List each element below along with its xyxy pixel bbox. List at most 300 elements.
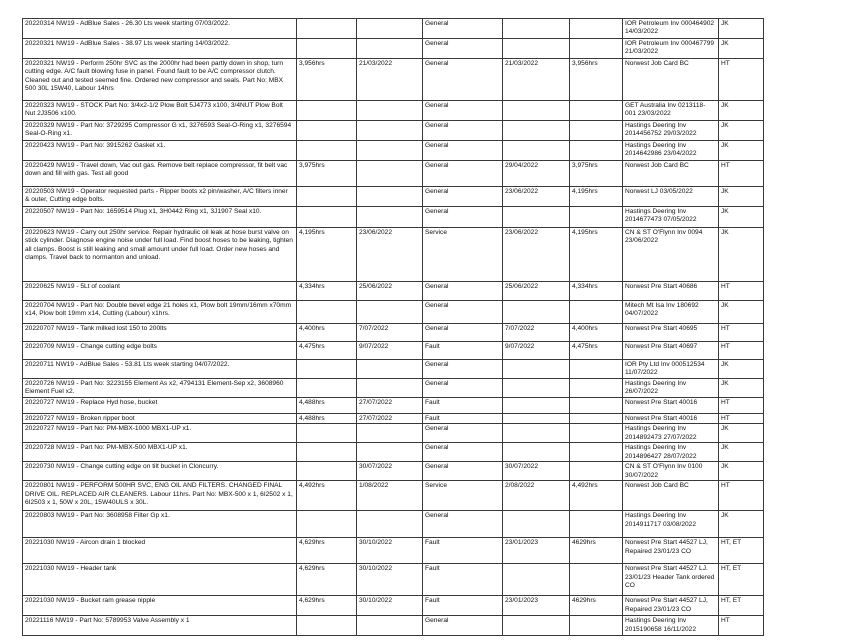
cell-reference [623,360,719,379]
cell-initials [719,101,764,121]
cell-description [23,301,297,324]
cell-hours-text: 3,956hrs [299,60,325,67]
cell-date-text: 9/07/2022 [359,343,389,350]
cell-description-text: 20220429 NW19 - Travel down, Vac out gas. Remove belt replace compressor, fit belt vac down and fill with gas. Test all good [25,162,288,178]
cell-date [357,19,423,39]
cell-completed-hours-text: 3,975hrs [572,162,598,169]
cell-type-text: Service [425,229,447,236]
cell-hours [297,282,357,301]
table-row [23,481,764,511]
table-row [23,101,764,121]
cell-completed-date-text: 23/06/2022 [505,229,539,236]
cell-completed-hours [570,207,623,228]
cell-reference-text: Norwest Job Card BC [625,162,689,169]
cell-reference [623,141,719,161]
cell-completed-date [503,282,570,301]
cell-description-text: 20220801 NW19 - PERFORM 500HR SVC, ENG OIL AND FILTERS. CHANGED FINAL DRIVE OIL. REPLACED AIR CLEANERS. Labour 11hrs. Part No: MBX-500 x 1, 6I2502 x 1, 6I2503 x 1, 50W x 20L, 15W40ULS x 30L. [25,482,293,506]
cell-initials-text: HT [721,283,730,290]
table-row [23,207,764,228]
cell-completed-date [503,141,570,161]
cell-type [423,443,503,462]
cell-type [423,564,503,596]
cell-reference [623,424,719,443]
cell-description-text: 20220704 NW19 - Part No: Double bevel edge 21 holes x1, Plow bolt 19mm/16mm x70mm x14, Plow bolt 19mm x14, Cutting (Labour) x1hrs. [25,302,292,318]
cell-reference [623,462,719,481]
cell-completed-date [503,59,570,101]
cell-description [23,481,297,511]
cell-completed-date-text: 9/07/2022 [505,343,535,350]
cell-reference-text: Norwest Pre Start 40016 [625,415,698,422]
cell-initials [719,141,764,161]
cell-initials-text: JK [721,102,729,109]
cell-completed-date-text: 30/07/2022 [505,463,539,471]
cell-description [23,228,297,282]
cell-hours [297,443,357,462]
cell-reference [623,282,719,301]
cell-date [357,481,423,511]
cell-date-text: 30/10/2022 [359,565,393,573]
cell-reference-text: Norwest Pre Start 40016 [625,399,698,406]
cell-hours [297,481,357,511]
cell-type-text: General [425,122,449,129]
cell-initials-text: JK [721,20,729,27]
cell-reference [623,443,719,462]
cell-date [357,379,423,398]
cell-type [423,141,503,161]
cell-reference [623,228,719,282]
cell-completed-date-text: 23/06/2022 [505,188,539,195]
cell-hours [297,342,357,360]
cell-hours [297,301,357,324]
cell-description-text: 20221030 NW19 - Aircon drain 1 blocked [25,539,146,547]
cell-hours-text: 4,629hrs [299,565,325,573]
cell-type [423,282,503,301]
table-row [23,324,764,342]
cell-date [357,282,423,301]
cell-hours [297,121,357,141]
cell-type [423,59,503,101]
cell-description-text: 20220321 NW19 - AdBlue Sales - 38.97 Lts week starting 14/03/2022. [25,40,230,47]
table-row [23,398,764,414]
cell-initials [719,121,764,141]
cell-initials [719,538,764,564]
cell-type [423,161,503,187]
cell-completed-date [503,443,570,462]
cell-type-text: General [425,162,449,169]
cell-description [23,282,297,301]
cell-description-text: 20220727 NW19 - Broken ripper boot [25,415,135,422]
cell-completed-hours [570,282,623,301]
cell-initials [719,161,764,187]
cell-type-text: General [425,512,449,520]
cell-reference-text: Norwest Pre Start 44527 LJ, Repaired 23/01/23 CO [625,539,708,555]
cell-date [357,101,423,121]
cell-completed-hours [570,596,623,616]
cell-initials-text: HT [721,617,730,625]
cell-hours [297,101,357,121]
cell-completed-hours [570,161,623,187]
cell-hours-text: 4,629hrs [299,539,325,547]
cell-hours [297,596,357,616]
cell-completed-hours [570,19,623,39]
cell-initials-text: HT, ET [721,539,742,547]
cell-description-text: 20220726 NW19 - Part No: 3223155 Element As x2, 4794131 Element-Sep x2, 3608960 Element Fuel x2. [25,380,284,396]
cell-date [357,324,423,342]
cell-date [357,596,423,616]
cell-date [357,59,423,101]
cell-reference [623,379,719,398]
cell-hours-text: 4,488hrs [299,415,325,422]
cell-reference [623,616,719,636]
cell-initials-text: HT, ET [721,565,742,573]
cell-reference [623,301,719,324]
cell-type-text: General [425,463,449,471]
cell-date [357,462,423,481]
cell-reference-text: Hastings Deering Inv 2014677473 07/05/2022 [625,208,697,224]
cell-description [23,324,297,342]
cell-description [23,424,297,443]
cell-completed-date [503,424,570,443]
cell-reference [623,161,719,187]
cell-completed-hours [570,360,623,379]
cell-description-text: 20220803 NW19 - Part No: 3608958 Filter Gp x1. [25,512,170,520]
table-row [23,596,764,616]
cell-hours-text: 4,400hrs [299,325,325,332]
cell-type [423,121,503,141]
table-row [23,187,764,207]
cell-completed-date-text: 29/04/2022 [505,162,539,169]
cell-hours-text: 4,334hrs [299,283,325,290]
cell-type [423,596,503,616]
cell-date [357,228,423,282]
cell-type-text: Fault [425,597,440,605]
cell-reference [623,187,719,207]
cell-type [423,511,503,538]
cell-initials-text: JK [721,142,729,149]
cell-type [423,360,503,379]
cell-type [423,101,503,121]
cell-hours [297,324,357,342]
cell-initials [719,301,764,324]
cell-hours [297,414,357,424]
cell-completed-hours [570,443,623,462]
cell-completed-date [503,462,570,481]
cell-date-text: 7/07/2022 [359,325,389,332]
cell-type-text: General [425,325,449,332]
table-row [23,360,764,379]
cell-date-text: 25/06/2022 [359,283,393,290]
cell-hours [297,379,357,398]
cell-initials-text: JK [721,425,729,433]
cell-reference-text: IOR Petroleum Inv 000464902 14/03/2022 [625,20,715,36]
cell-initials [719,282,764,301]
cell-initials-text: JK [721,302,729,309]
cell-description-text: 20220728 NW19 - Part No: PM-MBX-500 MBX1-UP x1. [25,444,188,452]
cell-description-text: 20220503 NW19 - Operator requested parts - Ripper boots x2 pin/washer, A/C filters inner & outer, Cutting edge bolts. [25,188,288,204]
cell-description [23,39,297,59]
table-row [23,511,764,538]
cell-description-text: 20220727 NW19 - Part No: PM-MBX-1000 MBX1-UP x1. [25,425,192,433]
cell-type-text: General [425,102,449,109]
cell-description-text: 20220623 NW19 - Carry out 250hr service. Repair hydraulic oil leak at hose burst valve on stick cylinder. Diagnose engine noise under full load. Find boost hoses to be leaking, tighten all clamps. Boost is still leaking and small amount under full load. Order new hoses and clamps. Travel back to normanton and unload. [25,229,293,261]
cell-type-text: General [425,188,449,195]
cell-type-text: General [425,20,449,27]
cell-completed-date [503,161,570,187]
cell-description [23,19,297,39]
cell-initials-text: JK [721,444,729,452]
cell-type [423,481,503,511]
cell-type-text: General [425,425,449,433]
cell-reference-text: Hastings Deering Inv 2014892473 27/07/2022 [625,425,697,441]
cell-date [357,39,423,59]
cell-initials [719,443,764,462]
cell-completed-date [503,39,570,59]
cell-description [23,59,297,101]
cell-completed-hours-text: 4629hrs [572,539,596,547]
table-row [23,564,764,596]
table-row [23,161,764,187]
cell-completed-date [503,228,570,282]
cell-hours [297,228,357,282]
cell-initials [719,228,764,282]
cell-reference [623,121,719,141]
cell-completed-hours-text: 4,195hrs [572,229,598,236]
cell-initials-text: HT [721,162,730,169]
cell-reference-text: Norwest Pre Start 44527 LJ, Repaired 23/01/23 CO [625,597,708,613]
cell-completed-date [503,538,570,564]
cell-date [357,398,423,414]
table-row [23,462,764,481]
table-row [23,414,764,424]
cell-reference [623,59,719,101]
cell-type-text: Fault [425,539,440,547]
cell-description-text: 20220711 NW19 - AdBlue Sales - 53.81 Lts week starting 04/07/2022. [25,361,230,368]
cell-type [423,228,503,282]
cell-completed-date-text: 21/03/2022 [505,60,539,67]
cell-reference-text: CN & ST O'Flynn Inv 0100 30/07/2022 [625,463,703,479]
cell-description-text: 20220625 NW19 - 5Lt of coolant [25,283,120,290]
cell-type [423,187,503,207]
cell-type-text: General [425,361,449,368]
cell-completed-hours-text: 3,956hrs [572,60,598,67]
cell-date-text: 27/07/2022 [359,399,393,406]
cell-hours-text: 3,975hrs [299,162,325,169]
cell-completed-hours [570,101,623,121]
cell-reference-text: Norwest Job Card BC [625,482,689,490]
cell-initials [719,207,764,228]
cell-completed-date [503,360,570,379]
cell-initials-text: HT [721,482,730,490]
cell-completed-date [503,414,570,424]
cell-description [23,462,297,481]
cell-description [23,443,297,462]
cell-initials [719,19,764,39]
cell-completed-hours [570,39,623,59]
cell-reference [623,538,719,564]
cell-initials-text: JK [721,122,729,129]
cell-completed-hours-text: 4,195hrs [572,188,598,195]
cell-initials [719,414,764,424]
cell-description [23,414,297,424]
cell-initials-text: JK [721,229,729,236]
cell-completed-date [503,511,570,538]
cell-hours-text: 4,475hrs [299,343,325,350]
cell-description-text: 20220323 NW19 - STOCK Part No: 3/4x2-1/2 Plow Bolt 5J4773 x100, 3/4NUT Plow Bolt Nut 2J3506 x100. [25,102,283,118]
table-row [23,141,764,161]
cell-reference-text: CN & ST O'Flynn Inv 0094 23/06/2022 [625,229,703,245]
cell-description-text: 20220727 NW19 - Replace Hyd hose, bucket [25,399,158,406]
cell-description [23,596,297,616]
cell-description [23,398,297,414]
cell-completed-hours [570,511,623,538]
cell-initials [719,564,764,596]
cell-initials [719,59,764,101]
cell-reference [623,324,719,342]
cell-initials-text: HT [721,399,730,406]
table-row [23,19,764,39]
cell-date-text: 23/06/2022 [359,229,393,236]
table-row [23,59,764,101]
cell-initials [719,187,764,207]
cell-hours [297,462,357,481]
cell-type-text: Fault [425,399,440,406]
cell-reference-text: Norwest LJ 03/05/2022 [625,188,693,195]
cell-description-text: 20220730 NW19 - Change cutting edge on tilt bucket in Cloncurry. [25,463,219,471]
cell-initials [719,616,764,636]
cell-hours-text: 4,629hrs [299,597,325,605]
cell-type-text: General [425,380,449,387]
cell-type [423,207,503,228]
cell-description [23,101,297,121]
cell-hours [297,564,357,596]
cell-type [423,462,503,481]
cell-description [23,342,297,360]
cell-reference-text: GET Australia Inv 0213118-001 23/03/2022 [625,102,706,118]
cell-hours [297,616,357,636]
cell-type [423,19,503,39]
cell-initials-text: JK [721,40,729,47]
cell-date-text: 30/07/2022 [359,463,393,471]
cell-reference-text: Hastings Deering Inv 2015190658 16/11/2022 [625,617,697,633]
cell-description [23,141,297,161]
cell-hours [297,511,357,538]
cell-initials-text: JK [721,512,729,520]
cell-initials [719,481,764,511]
cell-reference-text: Norwest Pre Start 40695 [625,325,698,332]
cell-description-text: 20220321 NW19 - Perform 250hr SVC as the 2000hr had been partly down in shop, turn cutting edge. A/C fault blowing fuse in panel. Found fault to be A/C compressor clutch. Cleaned out and tested seemed fine. Ordered new compressor and seals. Part No: MBX 500 30L 15W40, Labour 14hrs [25,60,284,92]
cell-completed-hours [570,398,623,414]
cell-reference-text: Hastings Deering Inv 2014896427 28/07/2022 [625,444,697,460]
cell-initials-text: JK [721,208,729,215]
cell-description-text: 20220329 NW19 - Part No: 3729295 Compressor G x1, 3276593 Seal-O-Ring x1, 3276594 Seal-O-Ring x1. [25,122,292,138]
cell-description [23,616,297,636]
cell-completed-hours [570,59,623,101]
cell-completed-date-text: 25/06/2022 [505,283,539,290]
cell-completed-hours-text: 4629hrs [572,597,596,605]
cell-completed-hours [570,228,623,282]
cell-reference-text: Norwest Pre Start 40697 [625,343,698,350]
maintenance-log-table [22,18,764,636]
cell-completed-hours [570,141,623,161]
cell-completed-hours-text: 4,475hrs [572,343,598,350]
cell-date [357,564,423,596]
cell-reference [623,19,719,39]
cell-description-text: 20220507 NW19 - Part No: 1659514 Plug x1, 3H0442 Ring x1, 3J1907 Seal x10. [25,208,262,215]
cell-date [357,414,423,424]
cell-type-text: General [425,208,449,215]
cell-hours [297,360,357,379]
cell-initials [719,324,764,342]
cell-date [357,443,423,462]
cell-completed-hours [570,462,623,481]
cell-date [357,121,423,141]
cell-date-text: 21/03/2022 [359,60,393,67]
cell-type-text: General [425,60,449,67]
cell-description-text: 20221030 NW19 - Header tank [25,565,117,573]
cell-completed-date [503,564,570,596]
cell-hours [297,398,357,414]
cell-completed-date [503,596,570,616]
cell-completed-hours [570,121,623,141]
cell-completed-hours [570,564,623,596]
cell-initials-text: HT [721,415,730,422]
cell-completed-date [503,301,570,324]
cell-initials [719,462,764,481]
cell-initials-text: JK [721,361,729,368]
cell-type-text: General [425,302,449,309]
table-row [23,616,764,636]
cell-completed-hours-text: 4,492hrs [572,482,598,490]
cell-hours [297,19,357,39]
cell-initials [719,379,764,398]
cell-reference [623,39,719,59]
cell-description [23,187,297,207]
cell-type-text: General [425,142,449,149]
cell-completed-date-text: 23/01/2023 [505,597,539,605]
cell-type-text: General [425,283,449,290]
cell-completed-date [503,342,570,360]
cell-initials-text: JK [721,463,729,471]
cell-hours-text: 4,488hrs [299,399,325,406]
cell-completed-date [503,207,570,228]
table-row [23,424,764,443]
cell-reference [623,342,719,360]
cell-reference [623,101,719,121]
cell-reference [623,398,719,414]
cell-hours [297,538,357,564]
cell-type [423,39,503,59]
cell-type-text: Fault [425,565,440,573]
cell-initials-text: HT [721,60,730,67]
cell-initials [719,596,764,616]
cell-completed-hours [570,538,623,564]
cell-reference-text: Norwest Pre Start 40686 [625,283,698,290]
cell-completed-hours [570,324,623,342]
cell-date [357,161,423,187]
cell-completed-hours [570,414,623,424]
cell-date [357,141,423,161]
cell-type [423,301,503,324]
cell-reference-text: Hastings Deering Inv 2014642986 23/04/2022 [625,142,697,158]
cell-date-text: 1/08/2022 [359,482,389,490]
cell-date [357,424,423,443]
cell-completed-hours [570,379,623,398]
cell-description [23,511,297,538]
cell-completed-date [503,379,570,398]
cell-type [423,616,503,636]
cell-description [23,538,297,564]
cell-initials [719,39,764,59]
